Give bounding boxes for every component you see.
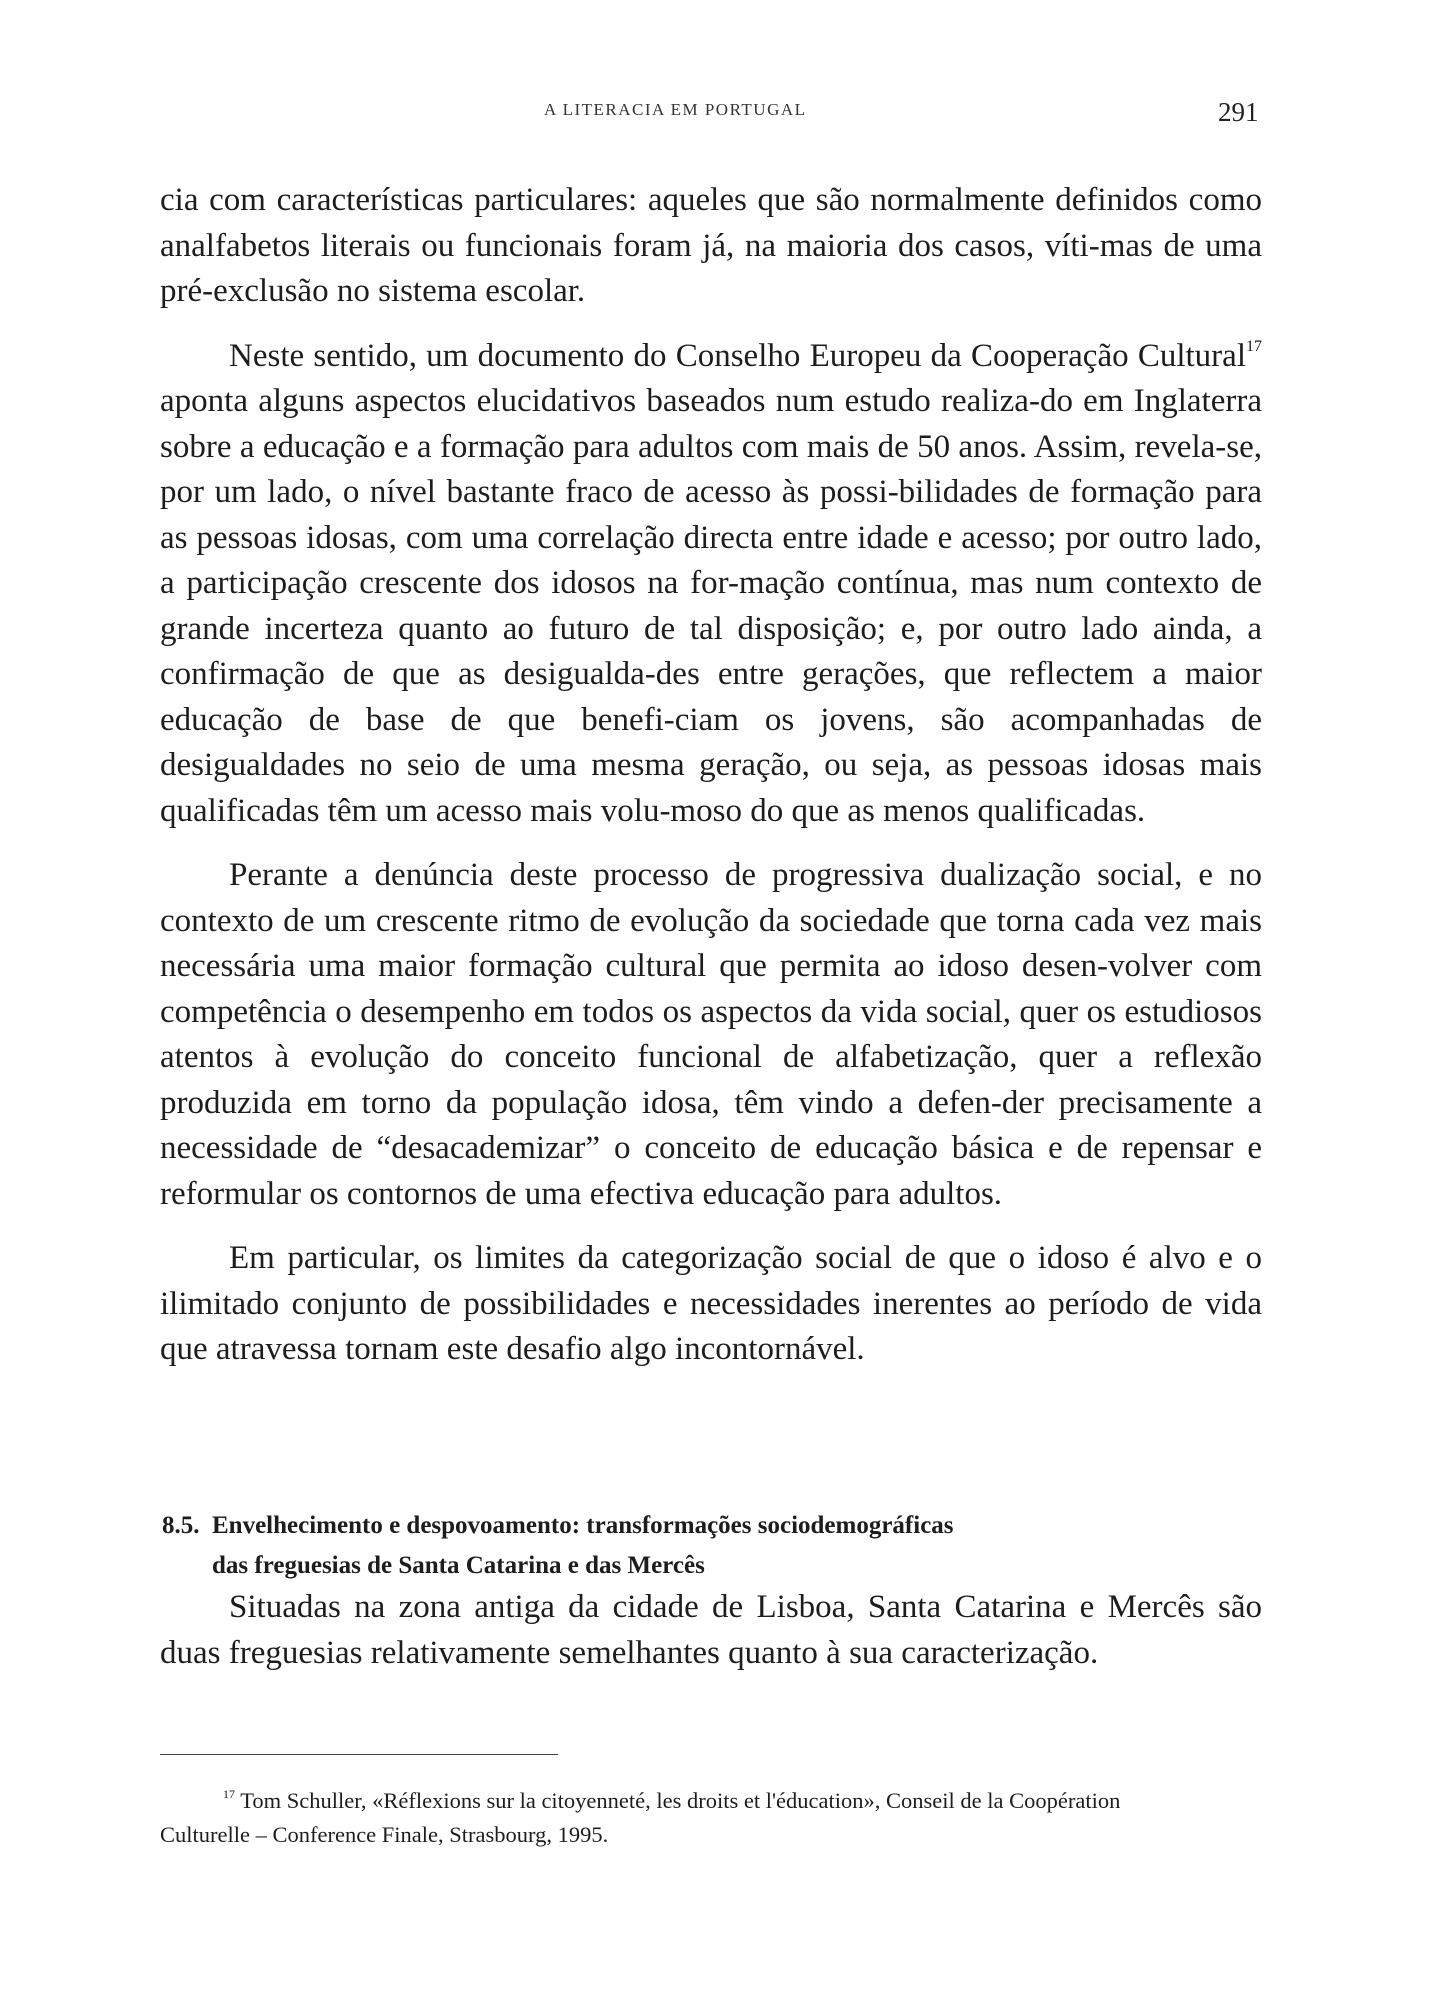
running-head: A LITERACIA EM PORTUGAL xyxy=(544,100,807,119)
section-title-line-2: das freguesias de Santa Catarina e das Mercês xyxy=(212,1552,705,1579)
footnote-line-2: Culturelle – Conference Finale, Strasbourg, 1995. xyxy=(160,1822,609,1847)
footnote-line-1 xyxy=(160,1784,1262,1818)
footnote-divider xyxy=(160,1754,558,1755)
footnote-text-1: Tom Schuller, «Réflexions sur la citoyenneté, les droits et l'éducation», Conseil de la Coopération xyxy=(235,1788,1121,1813)
footnote-marker: 17 xyxy=(223,1787,235,1801)
section-number: 8.5. xyxy=(162,1512,200,1539)
paragraph-3: Perante a denúncia deste processo de progressiva dualização social, e no contexto de um crescente ritmo de evolução da sociedade que torna cada vez mais necessária uma maior formação cultural que permita ao idoso desen-volver com competência o desempenho em todos os aspectos da vida social, quer os estudiosos atentos à evolução do conceito funcional de alfabetização, quer a reflexão produzida em torno da população idosa, têm vindo a defen-der precisamente a necessidade de “desacademizar” o conceito de educação básica e de repensar e reformular os contornos de uma efectiva educação para adultos. xyxy=(160,857,1262,1212)
section-title-line-1: Envelhecimento e despovoamento: transformações sociodemográficas xyxy=(212,1512,954,1539)
section-heading xyxy=(162,1506,1262,1586)
paragraph-4: Em particular, os limites da categorização social de que o idoso é alvo e o ilimitado conjunto de possibilidades e necessidades inerentes ao período de vida que atravessa tornam este desafio algo incontornável. xyxy=(160,1240,1262,1367)
paragraph-1: cia com características particulares: aqueles que são normalmente definidos como analfabetos literais ou funcionais foram já, na maioria dos casos, víti-mas de uma pré-exclusão no sistema escolar. xyxy=(160,182,1262,309)
page-number: 291 xyxy=(1218,97,1259,127)
main-text xyxy=(160,178,1262,1373)
footnote-17 xyxy=(160,1784,1262,1852)
footnote-reference: 17 xyxy=(1246,337,1262,355)
paragraph-5: Situadas na zona antiga da cidade de Lisboa, Santa Catarina e Mercês são duas freguesias relativamente semelhantes quanto à sua caracterização. xyxy=(160,1589,1262,1671)
paragraph-2 xyxy=(160,334,1262,835)
section-text xyxy=(160,1585,1262,1676)
paragraph-2-text-b: aponta alguns aspectos elucidativos baseados num estudo realiza-do em Inglaterra sobre a educação e a formação para adultos com mais de 50 anos. Assim, revela-se, por um lado, o nível bastante fraco de acesso às possi-bilidades de formação para as pessoas idosas, com uma correlação directa entre idade e acesso; por outro lado, a participação crescente dos idosos na for-mação contínua, mas num contexto de grande incerteza quanto ao futuro de tal disposição; e, por outro lado ainda, a confirmação de que as desigualda-des entre gerações, que reflectem a maior educação de base de que benefi-ciam os jovens, são acompanhadas de desigualdades no seio de uma mesma geração, ou seja, as pessoas idosas mais qualificadas têm um acesso mais volu-moso do que as menos qualificadas. xyxy=(160,383,1262,829)
paragraph-2-text-a: Neste sentido, um documento do Conselho Europeu da Cooperação Cultural xyxy=(229,337,1246,374)
